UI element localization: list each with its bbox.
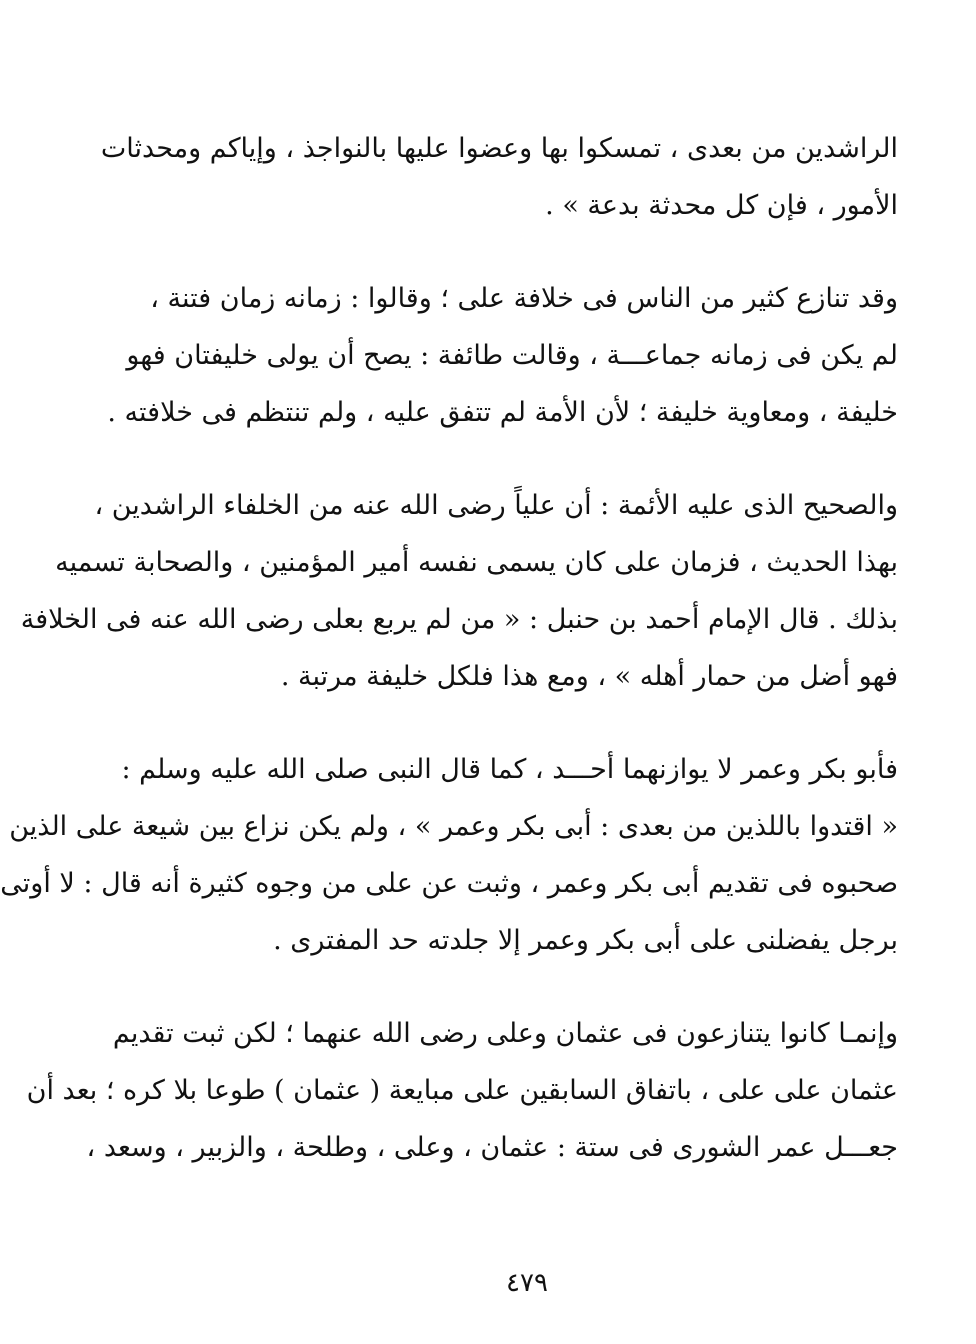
text-line: فأبو بكر وعمر لا يوازنهما أحـــد ، كما قال النبى صلى الله عليه وسلم : <box>121 754 898 785</box>
text-line: برجل يفضلنى على أبى بكر وعمر إلا جلدته حد المفترى . <box>273 925 898 956</box>
text-line: بذلك . قال الإمام أحمد بن حنبل : « من لم يربع بعلى رضى الله عنه فى الخلافة <box>20 604 898 635</box>
paragraph-1 <box>100 120 898 234</box>
paragraph-4 <box>0 741 898 969</box>
text-line: فهو أضل من حمار أهله » ، ومع هذا فلكل خليفة مرتبة . <box>280 661 898 692</box>
paragraph-3 <box>20 477 898 705</box>
text-line: الأمور ، فإن كل محدثة بدعة » . <box>545 190 898 221</box>
page-body <box>0 120 898 1212</box>
text-line: لم يكن فى زمانه جماعـــة ، وقالت طائفة : يصح أن يولى خليفتان فهو <box>126 340 898 371</box>
text-line: بهذا الحديث ، فزمان على كان يسمى نفسه أمير المؤمنين ، والصحابة تسميه <box>55 547 898 578</box>
text-line: صحبوه فى تقديم أبى بكر وعمر ، وثبت عن على من وجوه كثيرة أنه قال : لا أوتى <box>0 868 898 899</box>
paragraph-2 <box>107 270 898 441</box>
text-line: جعـــل عمر الشورى فى ستة : عثمان ، وعلى ، وطلحة ، والزبير ، وسعد ، <box>86 1132 898 1163</box>
text-line: وقد تنازع كثير من الناس فى خلافة على ؛ وقالوا : زمانه زمان فتنة ، <box>150 283 898 314</box>
page-number: ٤٧٩ <box>506 1268 548 1298</box>
text-line: والصحيح الذى عليه الأئمة : أن علياً رضى الله عنه من الخلفاء الراشدين ، <box>94 490 898 521</box>
text-line: خليفة ، ومعاوية خليفة ؛ لأن الأمة لم تتفق عليه ، ولم تنتظم فى خلافته . <box>107 397 898 428</box>
text-line: الراشدين من بعدى ، تمسكوا بها وعضوا عليها بالنواجذ ، وإياكم ومحدثات <box>100 133 898 164</box>
text-line: عثمان على على ، باتفاق السابقين على مبايعة ( عثمان ) طوعا بلا كره ؛ بعد أن <box>26 1075 898 1106</box>
paragraph-5 <box>26 1005 898 1176</box>
text-line: « اقتدوا باللذين من بعدى : أبى بكر وعمر » ، ولم يكن نزاع بين شيعة على الذين <box>9 811 898 842</box>
text-line: وإنمـا كانوا يتنازعون فى عثمان وعلى رضى الله عنهما ؛ لكن ثبت تقديم <box>112 1018 898 1049</box>
